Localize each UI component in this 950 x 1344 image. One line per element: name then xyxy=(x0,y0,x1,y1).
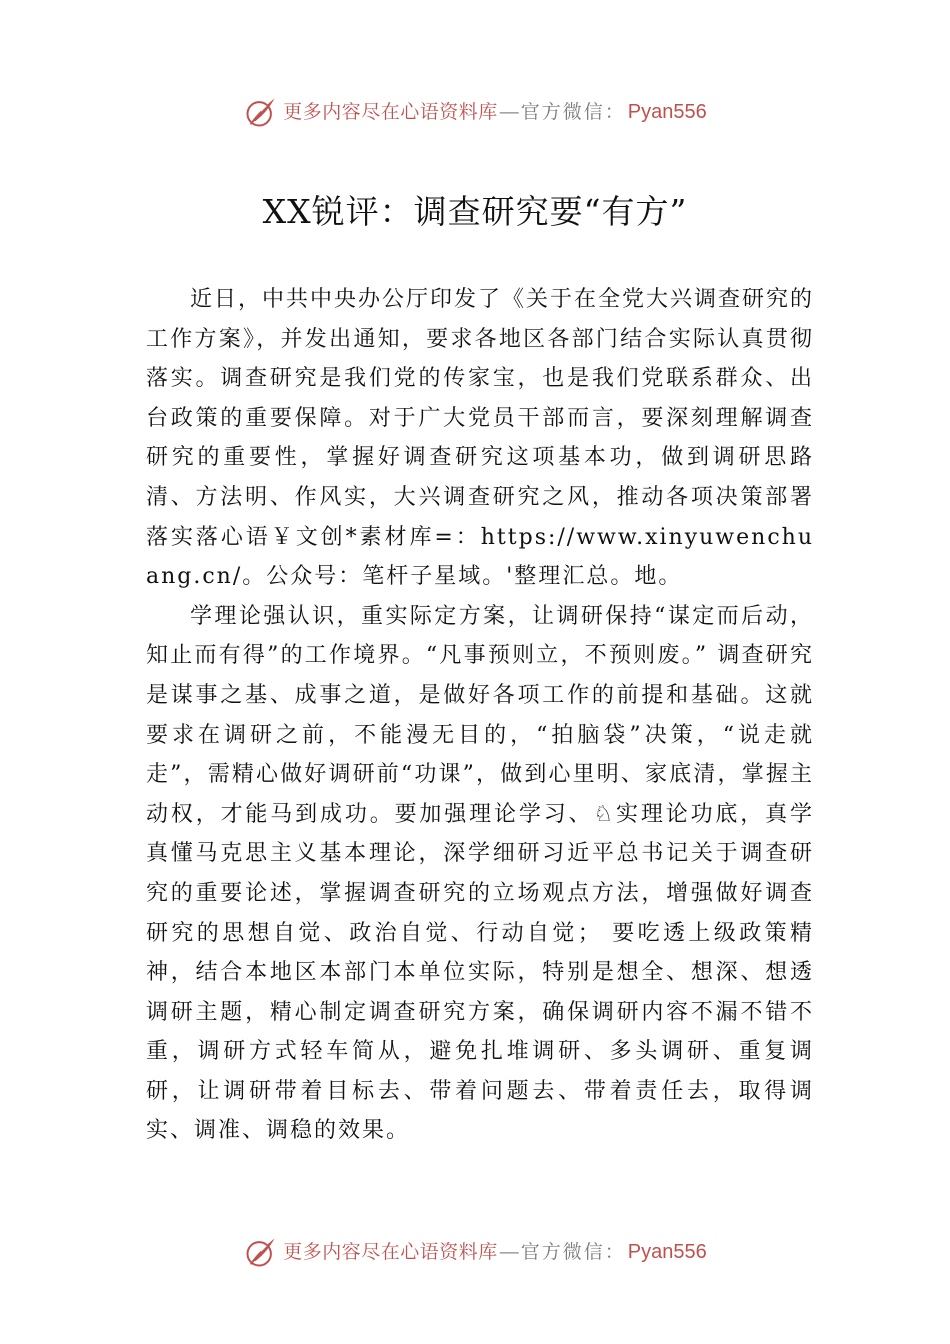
banner-wechat-label: 官方微信： xyxy=(520,100,626,123)
header-banner xyxy=(0,92,950,132)
paragraph-2: 学理论强认识，重实际定方案，让调研保持“谋定而后动，知止而有得”的工作境界。“凡事预则立，不预则废。” 调查研究是谋事之基、成事之道，是做好各项工作的前提和基础。这就要求在调研之前，不能漫无目的，“拍脑袋”决策，“说走就走”，需精心做好调研前“功课”，做到心里明、家底清，掌握主动权，才能马到成功。要加强理论学习、♘实理论功底，真学真懂马克思主义基本理论，深学细研习近平总书记关于调查研究的重要论述，掌握调查研究的立场观点方法，增强做好调查研究的思想自觉、政治自觉、行动自觉； 要吃透上级政策精神，结合本地区本部门本单位实际，特别是想全、想深、想透调研主题，精心制定调查研究方案，确保调研内容不漏不错不重，调研方式轻车简从，避免扎堆调研、多头调研、重复调研，让调研带着目标去、带着问题去、带着责任去，取得调实、调准、调稳的效果。 xyxy=(146,603,814,1144)
footer-banner xyxy=(0,1232,950,1272)
banner-text xyxy=(283,1242,707,1262)
banner-library-text: 更多内容尽在心语资料库 xyxy=(283,100,498,123)
banner-text xyxy=(283,102,707,122)
banner-library-text: 更多内容尽在心语资料库 xyxy=(283,1240,498,1263)
paragraph-1: 近日，中共中央办公厅印发了《关于在全党大兴调查研究的工作方案》，并发出通知，要求各地区各部门结合实际认真贯彻落实。调查研究是我们党的传家宝，也是我们党联系群众、出台政策的重要保障。对于广大党员干部而言，要深刻理解调查研究的重要性，掌握好调查研究这项基本功，做到调研思路清、方法明、作风实，大兴调查研究之风，推动各项决策部署落实落心语￥文创*素材库=：https://www.xinyuwenchuang.cn/。公众号：笔杆子星域。'整理汇总。地。 xyxy=(146,287,815,590)
quill-pen-logo-icon xyxy=(243,94,279,130)
document-body xyxy=(146,280,814,1151)
banner-wechat-id: Pyan556 xyxy=(627,1241,707,1263)
document-title: XX锐评：调查研究要“有方” xyxy=(262,192,688,231)
banner-wechat-label: 官方微信： xyxy=(520,1240,626,1263)
quill-pen-logo-icon xyxy=(243,1234,279,1270)
banner-dash: — xyxy=(499,1241,519,1263)
banner-wechat-id: Pyan556 xyxy=(627,101,707,123)
banner-dash: — xyxy=(499,101,519,123)
